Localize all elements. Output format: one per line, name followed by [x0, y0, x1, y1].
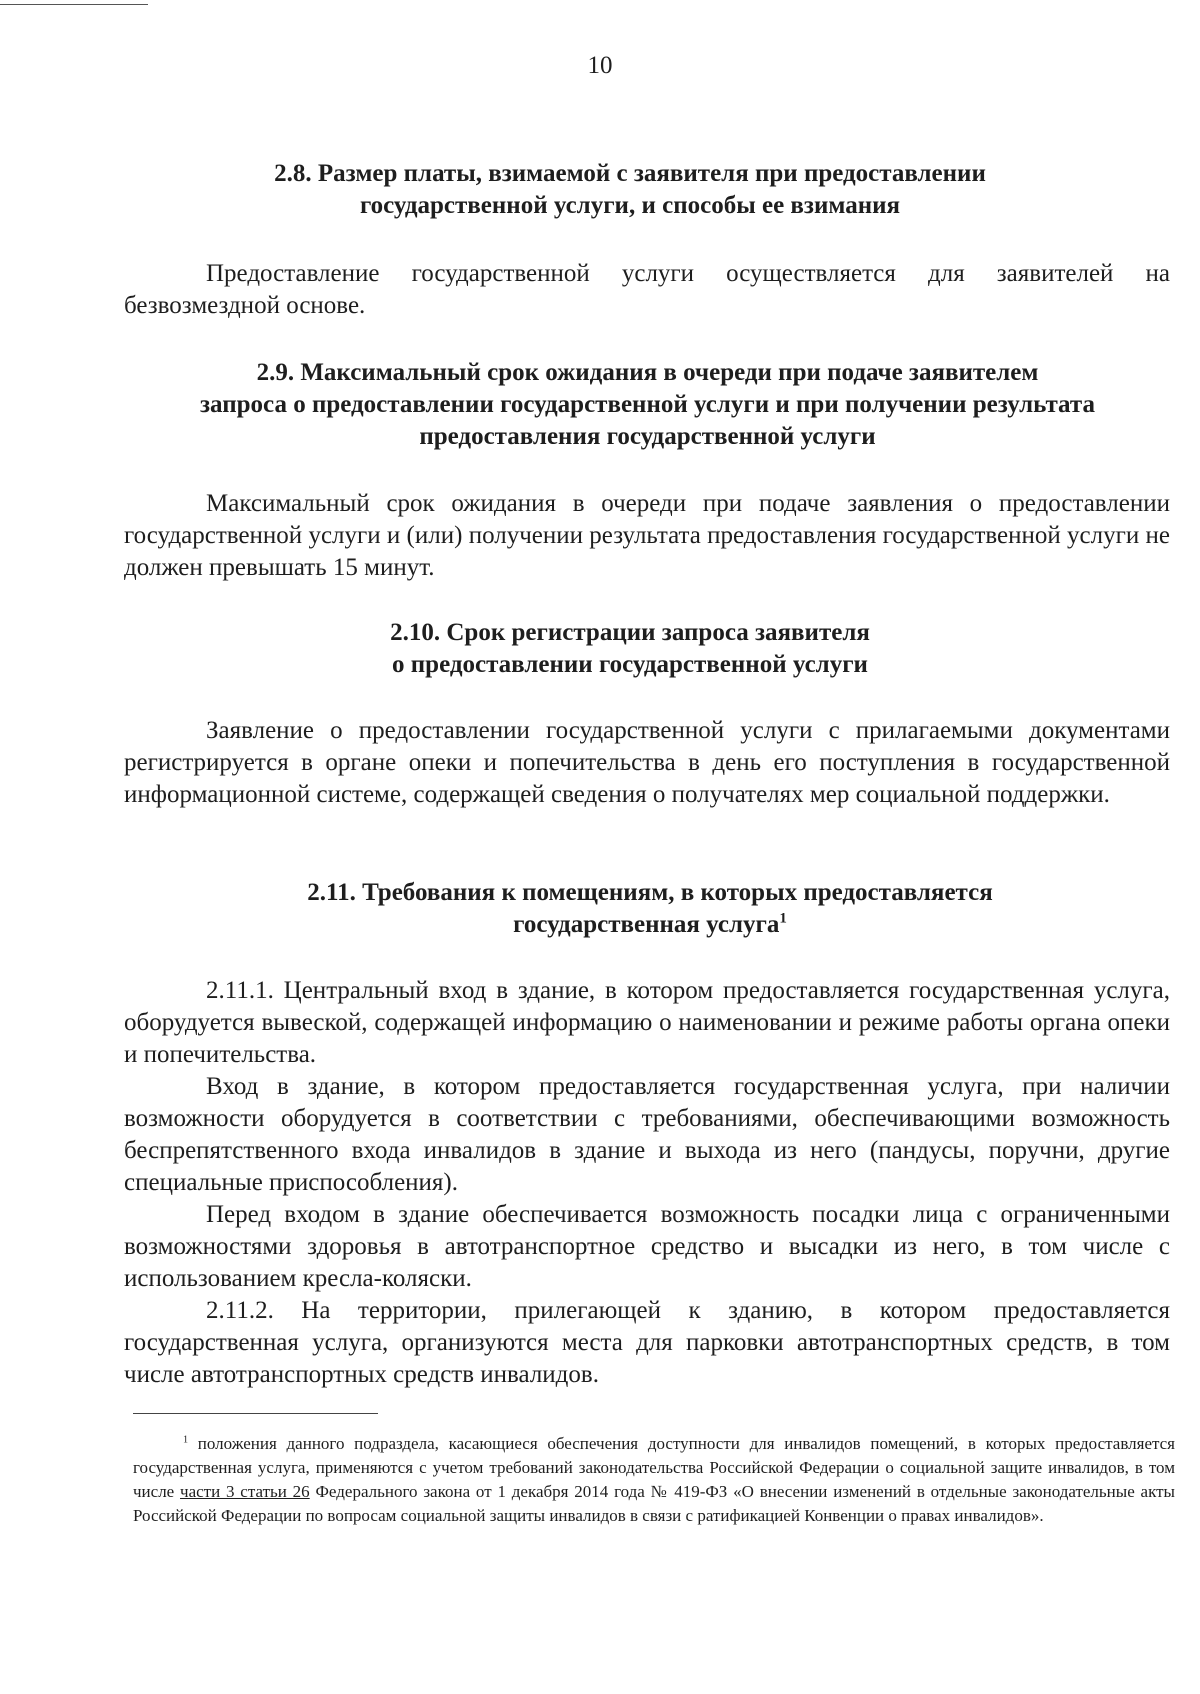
heading-line	[200, 909, 1100, 941]
heading-line: 2.8. Размер платы, взимаемой с заявителя при предоставлении	[274, 160, 986, 187]
footnote-law-reference-link[interactable]: части 3 статьи 26	[180, 1482, 310, 1501]
page-number: 10	[587, 52, 613, 79]
heading-line: о предоставлении государственной услуги	[392, 651, 868, 678]
section-2-10-heading	[250, 617, 1010, 681]
footnote-text: Федерального закона от 1 декабря 2014 года № 419-ФЗ «О внесении изменений в отдельные законодательные акты Российской Федерации по вопросам социальной защиты инвалидов в связи с ратификацией Конвенции о правах инвалидов».	[133, 1482, 1175, 1525]
section-2-11-1-paragraph: 2.11.1. Центральный вход в здание, в котором предоставляется государственная услуга, оборудуется вывеской, содержащей информацию о наименовании и режиме работы органа опеки и попечительства.	[124, 977, 1170, 1068]
section-2-8-paragraph: Предоставление государственной услуги осуществляется для заявителей на безвозмездной основе.	[124, 260, 1170, 319]
heading-line: запроса о предоставлении государственной услуги и при получении результата	[200, 391, 1095, 418]
section-2-11-2-paragraph: 2.11.2. На территории, прилегающей к зданию, в котором предоставляется государственная услуга, организуются места для парковки автотранспортных средств, в том числе автотранспортных средств инвалидов.	[124, 1297, 1170, 1388]
footnote-text: положения данного подраздела, касающиеся обеспечения доступности для инвалидов помещений, в которых предоставляется государственная услуга, применяются с учетом требований законодательства Российской Федерации о социальной защите инвалидов, в том числе	[133, 1434, 1175, 1501]
heading-line: 2.9. Максимальный срок ожидания в очереди при подаче заявителем	[256, 359, 1039, 386]
section-2-9-heading	[120, 357, 1175, 453]
footnote	[133, 1432, 1175, 1528]
footnote-reference[interactable]: 1	[779, 910, 787, 927]
heading-line: предоставления государственной услуги	[419, 423, 876, 450]
section-2-9-paragraph: Максимальный срок ожидания в очереди при подаче заявления о предоставлении государственной услуги и (или) получении результата предоставления государственной услуги не должен превышать 15 минут.	[124, 490, 1170, 581]
heading-line: 2.10. Срок регистрации запроса заявителя	[390, 619, 870, 646]
heading-text: государственная услуга	[513, 911, 780, 938]
section-2-11-heading	[200, 877, 1100, 941]
heading-line: 2.11. Требования к помещениям, в которых предоставляется	[307, 879, 993, 906]
section-2-8-heading	[150, 158, 1110, 222]
top-edge-rule	[0, 4, 148, 5]
section-2-10-paragraph: Заявление о предоставлении государственной услуги с прилагаемыми документами регистрируется в органе опеки и попечительства в день его поступления в государственной информационной системе, содержащей сведения о получателях мер социальной поддержки.	[124, 717, 1170, 808]
section-2-11-boarding-paragraph: Перед входом в здание обеспечивается возможность посадки лица с ограниченными возможностями здоровья в автотранспортное средство и высадки из него, в том числе с использованием кресла-коляски.	[124, 1201, 1170, 1292]
heading-line: государственной услуги, и способы ее взимания	[359, 192, 901, 219]
footnote-marker: 1	[183, 1434, 189, 1446]
section-2-11-entrance-paragraph: Вход в здание, в котором предоставляется государственная услуга, при наличии возможности оборудуется в соответствии с требованиями, обеспечивающими возможность беспрепятственного входа инвалидов в здание и выхода из него (пандусы, поручни, другие специальные приспособления).	[124, 1073, 1170, 1196]
footnote-separator	[133, 1413, 378, 1414]
